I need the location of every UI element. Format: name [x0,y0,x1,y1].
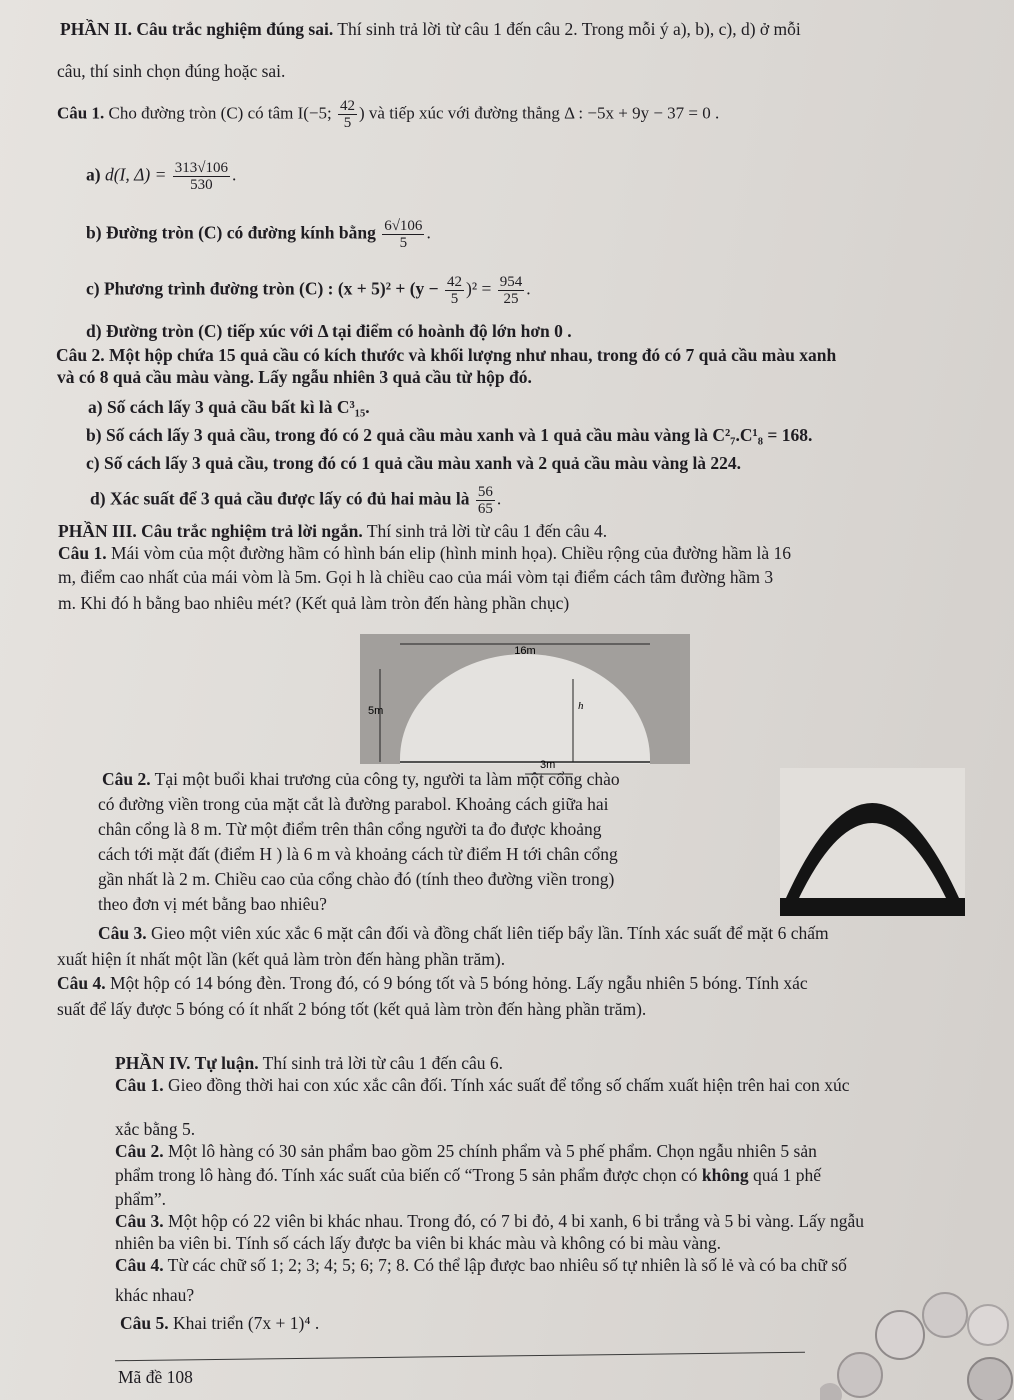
opt-frac [382,218,424,251]
h-label: h [578,700,584,712]
p4-q1-line2 [115,1118,195,1140]
p3-q2-line6 [98,893,327,915]
p4-q3-text2: nhiên ba viên bi. Tính số cách lấy được ba viên bi khác màu và không có bi màu vàng. [115,1233,721,1253]
opt-end: . [526,278,531,299]
p3-q4-text2: suất để lấy được 5 bóng có ít nhất 2 bóng tốt (kết quả làm tròn đến hàng phần trăm). [57,999,647,1019]
opt-text: Đường tròn (C) tiếp xúc với Δ tại điểm có hoành độ lớn hơn 0 . [101,321,572,341]
opt-text: Số cách lấy 3 quả cầu, trong đó có 1 quả cầu màu xanh và 2 quả cầu màu vàng là 224. [99,453,742,473]
p2-q1-b [86,218,431,251]
frac-den: 65 [477,501,493,517]
p4-q2-text: Một lô hàng có 30 sản phẩm bao gồm 25 chính phẩm và 5 phế phẩm. Chọn ngẫu nhiên 5 sản [163,1141,817,1161]
p2-q2-d [90,484,501,517]
p3-q2-line4 [98,843,618,865]
p2-q2-c [86,452,741,474]
p3-q4-line2 [57,998,646,1020]
p3-q2-text6: theo đơn vị mét bằng bao nhiêu? [98,894,327,914]
opt-frac [476,484,495,517]
part2-title: PHẦN II. Câu trắc nghiệm đúng sai. [60,19,334,39]
opt-text: Số cách lấy 3 quả cầu, trong đó có 2 quả cầu màu xanh và 1 quả cầu màu vàng là C²₇.C¹₈ = 168. [101,425,813,445]
p3-q2-line2 [98,793,609,815]
gate-ground [780,898,965,916]
p4-q5-line [120,1312,319,1334]
p4-q3-line1 [115,1210,864,1232]
p3-q4-line1 [57,972,808,994]
part4-title: PHẦN IV. Tự luận. [115,1053,259,1073]
p3-q1-line3 [58,592,569,614]
p3-q1-text: Mái vòm của một đường hầm có hình bán elip (hình minh họa). Chiều rộng của đường hầm là 16 [106,543,791,563]
bead-2 [876,1311,924,1359]
p2-q1-label: Câu 1. [57,103,105,123]
bead-5 [968,1358,1012,1400]
opt-label: b) [86,222,102,243]
p4-q2-emphasis: không [701,1165,749,1185]
frac-num: 954 [499,274,523,290]
footer-divider [115,1352,805,1361]
p3-q2-line5 [98,868,614,890]
bead-3 [923,1293,967,1337]
p3-q3-line1 [98,922,829,944]
p4-q1-label: Câu 1. [115,1075,164,1095]
p2-q1-frac [338,98,357,131]
opt-frac [445,274,464,307]
p3-q2-text4: cách tới mặt đất (điểm H ) là 6 m và khoảng cách từ điểm H tới chân cổng [98,844,618,864]
width-label: 16m [514,645,536,657]
p2-q2-stem [56,344,836,366]
part2-intro2: câu, thí sinh chọn đúng hoặc sai. [57,61,286,81]
bracelet-photo [820,1280,1014,1400]
p2-q1-a [86,160,236,193]
frac-num: 313√106 [174,160,229,176]
exam-code: Mã đề 108 [118,1367,193,1387]
p2-q1-d [86,320,572,342]
p2-q1-text2: ) và tiếp xúc với đường thẳng Δ : −5x + 9y − 37 = 0 . [359,103,720,123]
p3-q2-label: Câu 2. [102,769,151,789]
p3-q3-text2: xuất hiện ít nhất một lần (kết quả làm tròn đến hàng phần trăm). [57,949,506,969]
p3-q2-text3: chân cổng là 8 m. Từ một điểm trên thân cổng người ta đo được khoảng [98,819,602,839]
opt-end: . [232,164,237,185]
p2-q2-text2: và có 8 quả cầu màu vàng. Lấy ngẫu nhiên 3 quả cầu từ hộp đó. [57,367,532,387]
p4-q4-text2: khác nhau? [115,1285,195,1305]
p2-q2-stem2 [57,366,532,388]
opt-end: . [496,488,502,509]
p2-q1-text: Cho đường tròn (C) có tâm I(−5; [104,103,336,123]
opt-frac2 [498,274,525,307]
p4-q3-line2 [115,1232,721,1254]
opt-label: d) [86,321,102,341]
p4-q1-text: Gieo đồng thời hai con xúc xắc cân đối. Tính xác suất để tổng số chấm xuất hiện trên hai con xúc [163,1075,850,1095]
p3-q2-text2: có đường viền trong của mặt cắt là đường parabol. Khoảng cách giữa hai [98,794,609,814]
part4-heading [115,1052,503,1074]
opt-label: c) [86,453,100,473]
opt-end: . [426,222,431,243]
bead-6 [820,1383,842,1400]
p3-q3-text: Gieo một viên xúc xắc 6 mặt cân đối và đồng chất liên tiếp bẩy lần. Tính xác suất để mặt 6 chấm [146,923,829,943]
frac-num: 6√106 [384,218,423,234]
opt-frac [173,160,230,193]
p4-q2-line2 [115,1164,821,1186]
frac-den: 5 [343,115,352,131]
p4-q4-text: Từ các chữ số 1; 2; 3; 4; 5; 6; 7; 8. Có thể lập được bao nhiêu số tự nhiên là số lẻ và có ba chữ số [163,1255,847,1275]
opt-label: c) [86,278,100,299]
part3-intro: Thí sinh trả lời từ câu 1 đến câu 4. [362,521,608,541]
p4-q2-line3 [115,1188,166,1210]
p3-q1-text3: m. Khi đó h bằng bao nhiêu mét? (Kết quả làm tròn đến hàng phần chục) [58,593,570,613]
p4-q4-line2 [115,1284,194,1306]
p3-q2-line3 [98,818,601,840]
frac-num: 42 [447,274,463,290]
opt-label: a) [86,164,101,185]
opt-text: d(I, Δ) = [100,164,171,185]
p3-q4-text: Một hộp có 14 bóng đèn. Trong đó, có 9 bóng tốt và 5 bóng hỏng. Lấy ngẫu nhiên 5 bóng. Tính xác [105,973,808,993]
p4-q1-line1 [115,1074,850,1096]
p4-q5-text: Khai triển (7x + 1)⁴ . [168,1313,320,1333]
part2-intro-line2 [57,60,285,82]
height-label: 5m [368,705,384,717]
p2-q2-text: Một hộp chứa 15 quả cầu có kích thước và khối lượng như nhau, trong đó có 7 quả cầu màu xanh [104,345,837,365]
p3-q3-label: Câu 3. [98,923,147,943]
p3-q2-line1 [102,768,620,790]
frac-den: 25 [503,291,519,307]
opt-label: d) [90,488,106,509]
p3-q2-text5: gần nhất là 2 m. Chiều cao của cổng chào đó (tính theo đường viền trong) [98,869,615,889]
part2-heading [60,18,801,40]
p3-q1-line2 [58,566,773,588]
offset-label: 3m [540,759,556,771]
p4-q3-label: Câu 3. [115,1211,164,1231]
frac-den: 5 [399,235,408,251]
p2-q1-c [86,274,531,307]
footer-code [118,1366,193,1388]
frac-num: 56 [477,484,493,500]
p2-q2-a [88,396,370,418]
p3-q1-line1 [58,542,791,564]
p3-q1-text2: m, điểm cao nhất của mái vòm là 5m. Gọi h là chiều cao của mái vòm tại điểm cách tâm đường hầm 3 [58,567,774,587]
p2-q2-label: Câu 2. [56,345,105,365]
bead-4 [968,1305,1008,1345]
tunnel-figure [360,634,690,784]
opt-text: Xác suất để 3 quả cầu được lấy có đủ hai màu là [105,488,474,509]
part2-intro: Thí sinh trả lời từ câu 1 đến câu 2. Trong mỗi ý a), b), c), d) ở mỗi [333,19,801,39]
part3-title: PHẦN III. Câu trắc nghiệm trả lời ngắn. [58,521,363,541]
p4-q2-text3: phẩm”. [115,1189,167,1209]
opt-mid: )² = [466,278,496,299]
p4-q2-text2a: phẩm trong lô hàng đó. Tính xác suất của biến cố “Trong 5 sản phẩm được chọn có [115,1165,702,1185]
opt-label: b) [86,425,102,445]
opt-text: Đường tròn (C) có đường kính bằng [101,222,381,243]
p2-q1-stem [57,98,719,131]
p3-q4-label: Câu 4. [57,973,106,993]
p4-q4-label: Câu 4. [115,1255,164,1275]
frac-num: 42 [340,98,355,114]
p3-q2-text: Tại một buổi khai trương của công ty, người ta làm một cổng chào [150,769,620,789]
p3-q3-line2 [57,948,505,970]
part3-heading [58,520,607,542]
opt-label: a) [88,397,103,417]
part4-intro: Thí sinh trả lời từ câu 1 đến câu 6. [258,1053,503,1073]
p4-q2-text2c: quá 1 phế [748,1165,822,1185]
frac-den: 5 [450,291,459,307]
frac-den: 530 [190,177,213,193]
opt-text: Phương trình đường tròn (C) : (x + 5)² + (y − [99,278,444,299]
p4-q2-label: Câu 2. [115,1141,164,1161]
p4-q1-text2: xắc bằng 5. [115,1119,196,1139]
bead-1 [838,1353,882,1397]
p4-q2-line1 [115,1140,817,1162]
gate-figure [780,768,965,916]
opt-text: Số cách lấy 3 quả cầu bất kì là C³₁₅. [102,397,370,417]
gate-background [780,768,965,916]
p2-q2-b [86,424,812,446]
p4-q3-text: Một hộp có 22 viên bi khác nhau. Trong đó, có 7 bi đỏ, 4 bi xanh, 6 bi trắng và 5 bi vàng. Lấy ngẫu [163,1211,865,1231]
p4-q5-label: Câu 5. [120,1313,169,1333]
p4-q4-line1 [115,1254,847,1276]
p3-q1-label: Câu 1. [58,543,107,563]
